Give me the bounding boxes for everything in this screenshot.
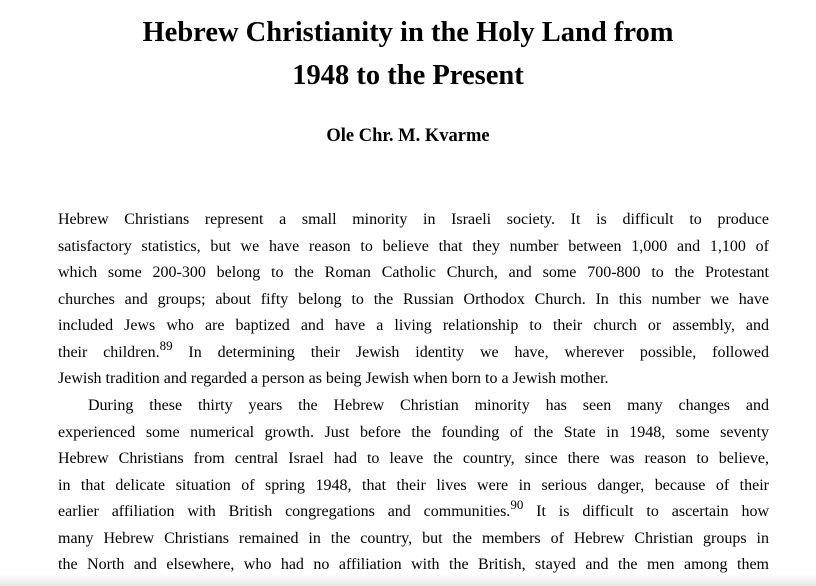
text-line: experienced some numerical growth. Just before the founding of the State in 1948, some seventy	[58, 423, 769, 441]
text-segment: In determining their Jewish identity we have, wherever possible, followed	[172, 343, 769, 361]
text-line: satisfactory statistics, but we have reason to believe that they number between 1,000 and 1,100 of	[58, 237, 769, 255]
text-line: Hebrew Christians represent a small minority in Israeli society. It is difficult to produce	[58, 211, 769, 228]
text-segment: It is difficult to ascertain how	[523, 503, 770, 520]
text-segment: their children.	[58, 343, 160, 361]
paragraph-2	[58, 393, 769, 579]
text-line: Hebrew Christians from central Israel had to leave the country, since there was reason to believe,	[58, 450, 769, 467]
document-title-line-1: Hebrew Christianity in the Holy Land from	[142, 17, 674, 48]
text-line-with-footnote	[58, 499, 769, 526]
page-bottom-edge	[0, 574, 816, 586]
text-line: the North and elsewhere, who had no affiliation with the British, stayed and the men among them	[58, 556, 769, 573]
footnote-reference-89[interactable]: 89	[159, 337, 173, 353]
text-line: included Jews who are baptized and have a living relationship to their church or assembly, and	[58, 317, 769, 334]
text-line: in that delicate situation of spring 1948, that their lives were in serious danger, because of their	[58, 476, 769, 494]
text-line: which some 200-300 belong to the Roman Catholic Church, and some 700-800 to the Protestant	[58, 264, 769, 281]
text-line: many Hebrew Christians remained in the country, but the members of Hebrew Christian groups in	[58, 529, 769, 547]
paragraph-1	[58, 207, 769, 393]
text-line: During these thirty years the Hebrew Christian minority has seen many changes and	[88, 397, 769, 414]
text-segment: earlier affiliation with British congregations and communities.	[58, 503, 511, 520]
text-line: Jewish tradition and regarded a person as being Jewish when born to a Jewish mother.	[58, 370, 609, 387]
document-title-line-2: 1948 to the Present	[292, 60, 524, 91]
author-name: Ole Chr. M. Kvarme	[326, 126, 490, 146]
text-line: churches and groups; about fifty belong to the Russian Orthodox Church. In this number we have	[58, 290, 769, 308]
text-line-with-footnote	[58, 337, 769, 367]
footnote-reference-90[interactable]: 90	[510, 497, 524, 512]
